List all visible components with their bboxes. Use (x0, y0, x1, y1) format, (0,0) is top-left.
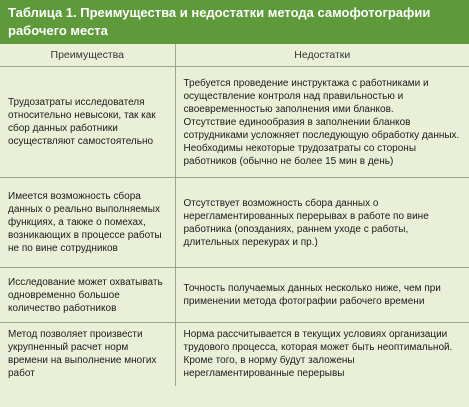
advantage-cell: Трудозатраты исследователя относительно невысоки, так как сбор данных работники осуществляют самостоятельно (0, 67, 175, 178)
disadvantage-line: Норма рассчитывается в текущих условиях организации трудового процесса, которая может быть неоптимальной. Кроме того, в норму будут заложены нерегламентированные перерывы (183, 329, 453, 380)
disadvantage-line: Отсутствует возможность сбора данных о нерегламентированных перерывах в работе по вине работника (опозданиях, раннем уходе с работы, длительных перекурах и пр.) (183, 197, 429, 248)
disadvantage-line: Отсутствие единообразия в заполнении бланков сотрудниками усложняет последующую обработку данных. (183, 116, 460, 141)
table-caption (0, 0, 469, 44)
advantage-cell: Имеется возможность сбора данных о реально выполняемых функциях, а также о помехах, возникающих в процессе работы не по вине сотрудников (0, 178, 175, 268)
table-caption-number: Таблица 1. (8, 5, 77, 20)
disadvantage-cell (175, 268, 469, 323)
disadvantage-cell (175, 323, 469, 386)
table-row (0, 67, 469, 178)
disadvantage-line: Требуется проведение инструктажа с работниками и осуществление контроля над правильностью и своевременностью заполнения ими бланков. (183, 77, 429, 115)
disadvantage-cell (175, 178, 469, 268)
table-row (0, 178, 469, 268)
header-advantages: Преимущества (0, 44, 175, 67)
disadvantage-line: Точность получаемых данных несколько ниже, чем при применении метода фотографии рабочего времени (183, 283, 441, 307)
advantage-cell: Исследование может охватывать одновременно большое количество работников (0, 268, 175, 323)
table-caption-text: Преимущества и недостатки метода самофотографии рабочего места (8, 5, 431, 38)
comparison-table (0, 44, 469, 386)
header-row (0, 44, 469, 67)
disadvantage-line: Необходимы некоторые трудозатраты со стороны работников (обычно не более 15 мин в день) (183, 142, 417, 167)
advantage-cell: Метод позволяет произвести укрупненный расчет норм времени на выполнение многих работ (0, 323, 175, 386)
header-disadvantages: Недостатки (175, 44, 469, 67)
disadvantage-cell (175, 67, 469, 178)
table-row (0, 268, 469, 323)
table-row (0, 323, 469, 386)
